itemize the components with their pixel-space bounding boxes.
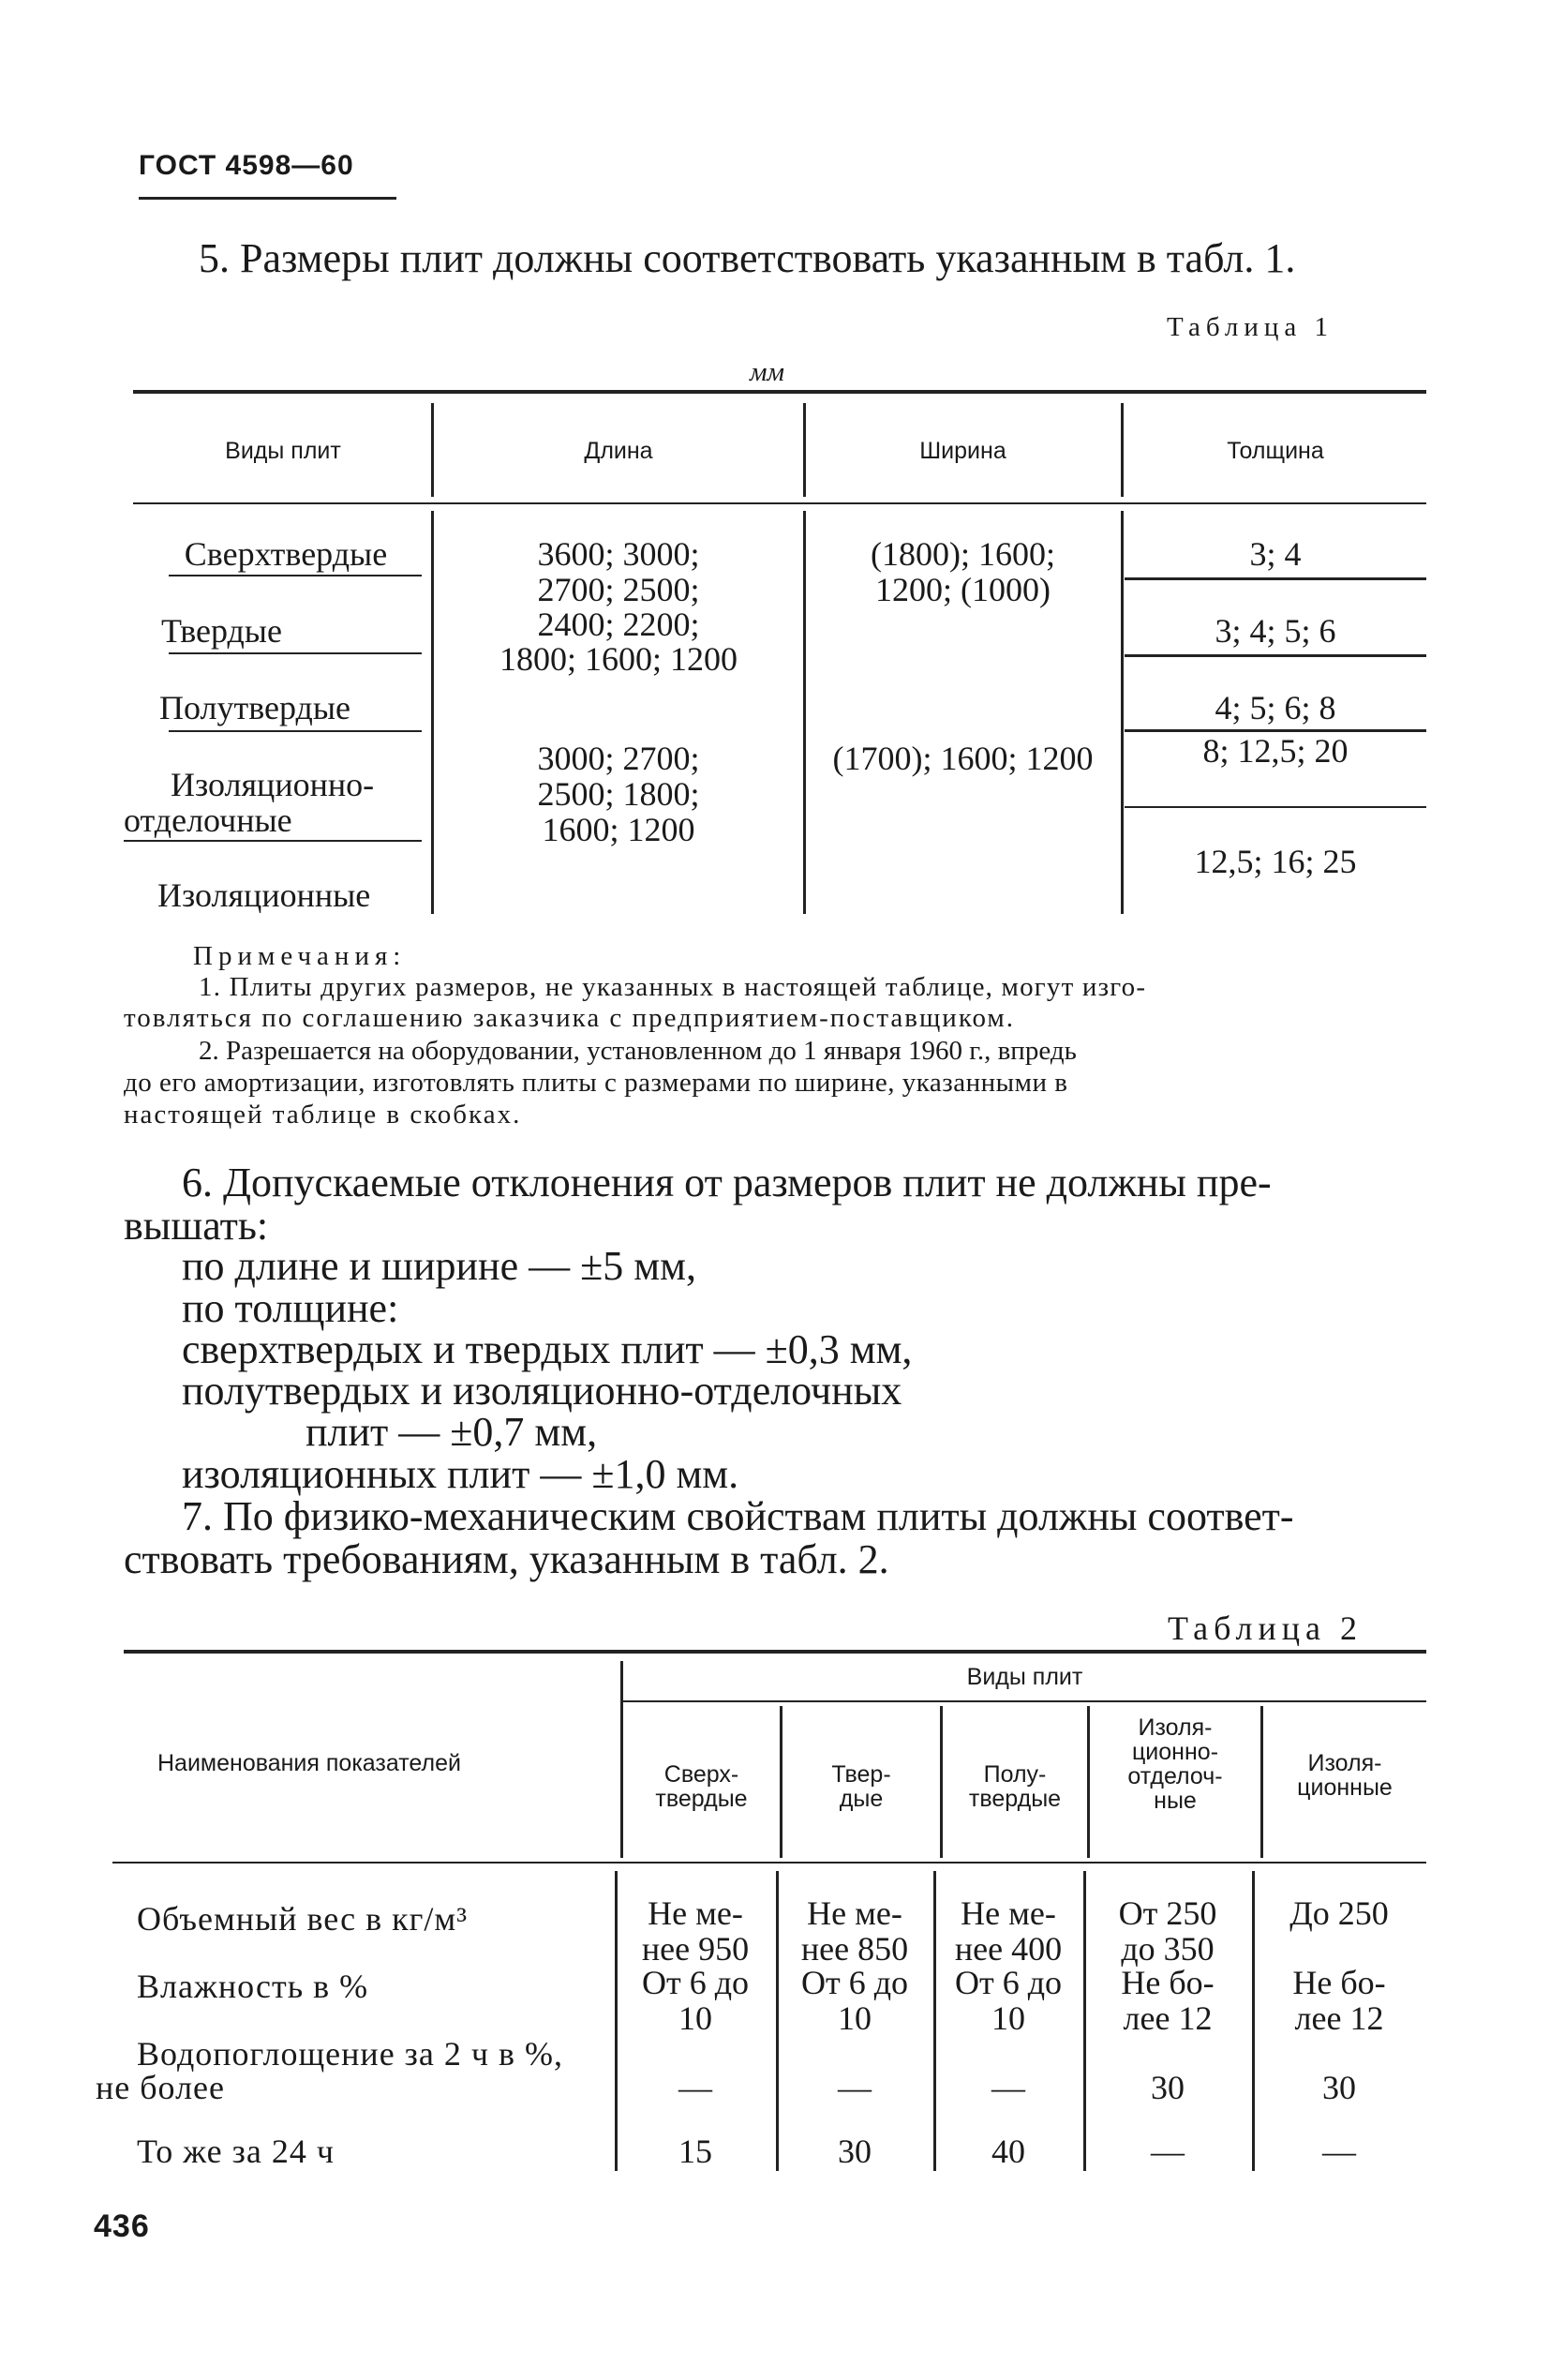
t2-cell-line: лее 12 bbox=[1294, 1999, 1384, 2037]
t2-cell-line: До 250 bbox=[1289, 1894, 1389, 1932]
t2-cell-line: лее 12 bbox=[1123, 1999, 1213, 2037]
t2-vline-main bbox=[620, 1661, 623, 1858]
t2-col-insulating-line: ционные bbox=[1297, 1774, 1393, 1801]
t2-col-insul-finish-line: отделоч- bbox=[1127, 1763, 1223, 1789]
t2-col-insul-finish-line: Изоля- bbox=[1138, 1714, 1213, 1741]
table1-unit: мм bbox=[750, 357, 785, 387]
t2-cell bbox=[1083, 1965, 1252, 2036]
t1-type-insulating: Изоляционные bbox=[157, 876, 371, 914]
t2-cell bbox=[1252, 1895, 1426, 1931]
t2-col-semihard-line: твердые bbox=[968, 1786, 1062, 1812]
table1-label: Таблица 1 bbox=[1167, 312, 1334, 342]
t2-cell-line: нее 950 bbox=[641, 1930, 750, 1968]
t1-length-g1-3: 2400; 2200; bbox=[537, 606, 700, 643]
t2-col-semihard-line: Полу- bbox=[983, 1761, 1047, 1788]
note-line: товляться по соглашению заказчика с предприятием-поставщиком. bbox=[124, 1003, 1015, 1033]
header-underline bbox=[139, 197, 396, 200]
t2-cell: — bbox=[1151, 2133, 1185, 2170]
t2-cell-line: Не ме- bbox=[648, 1894, 743, 1932]
note-line: 1. Плиты других размеров, не указанных в настоящей таблице, могут изго- bbox=[199, 972, 1147, 1002]
t2-col-hard-line: Твер- bbox=[831, 1761, 891, 1788]
section-6-line: сверхтвердых и твердых плит — ±0,3 мм, bbox=[182, 1326, 913, 1372]
t1-type-hard: Твердые bbox=[161, 612, 282, 650]
section-6-line: изоляционных плит — ±1,0 мм. bbox=[182, 1451, 739, 1497]
t2-cell-line: 10 bbox=[678, 1999, 712, 2037]
t2-cell-line: Не ме- bbox=[961, 1894, 1056, 1932]
table2-label: Таблица 2 bbox=[1168, 1609, 1363, 1647]
t1-vline-2 bbox=[803, 403, 806, 497]
section-6-line: по длине и ширине — ±5 мм, bbox=[182, 1243, 696, 1289]
t2-cell bbox=[615, 1965, 776, 2036]
note-line: настоящей таблице в скобках. bbox=[124, 1100, 522, 1130]
t1-length-g2-3: 1600; 1200 bbox=[542, 811, 695, 848]
t2-cell-line: нее 850 bbox=[800, 1930, 909, 1968]
t1-vline-3 bbox=[1121, 403, 1124, 497]
t2-col-superhard-line: твердые bbox=[655, 1786, 748, 1812]
t2-cell: 40 bbox=[991, 2133, 1025, 2170]
t2-cell: 30 bbox=[838, 2133, 872, 2170]
t1-col-width: Ширина bbox=[919, 438, 1006, 464]
t2-cell: 15 bbox=[678, 2133, 712, 2170]
t1-thick-insul-finish: 8; 12,5; 20 bbox=[1202, 732, 1349, 770]
t1-type-rule bbox=[169, 575, 422, 576]
t2-row-humidity-name: Влажность в % bbox=[137, 1968, 369, 2005]
t1-thick-rule bbox=[1125, 806, 1426, 808]
t1-length-g2-1: 3000; 2700; bbox=[537, 740, 700, 777]
t2-row-density-name: Объемный вес в кг/м³ bbox=[137, 1900, 468, 1938]
t2-col-hard-line: дые bbox=[839, 1786, 884, 1812]
t2-header-rule bbox=[112, 1862, 1426, 1864]
t1-width-g2: (1700); 1600; 1200 bbox=[832, 740, 1094, 777]
t2-cell bbox=[933, 1965, 1083, 2036]
t2-cell-line: Не ме- bbox=[807, 1894, 902, 1932]
t2-col-superhard-line: Сверх- bbox=[663, 1761, 739, 1788]
t2-col-insul-finish-line: ционно- bbox=[1131, 1739, 1219, 1765]
t2-cell bbox=[776, 1895, 933, 1967]
t2-cell: — bbox=[1322, 2133, 1356, 2170]
t2-row-absorption-name: не более bbox=[96, 2069, 226, 2106]
t2-cell-line: От 250 bbox=[1118, 1894, 1217, 1932]
t1-length-g1-1: 3600; 3000; bbox=[537, 535, 700, 573]
t2-cell bbox=[1083, 1895, 1252, 1967]
page-number: 436 bbox=[94, 2208, 150, 2244]
t2-cell-line: Не бо- bbox=[1292, 1964, 1386, 2001]
t1-thick-rule bbox=[1125, 577, 1426, 580]
notes-title: Примечания: bbox=[193, 941, 407, 971]
t2-col-insulating bbox=[1263, 1751, 1426, 1800]
section-7-line: ствовать требованиям, указанным в табл. 2. bbox=[124, 1536, 889, 1582]
section-6-line: вышать: bbox=[124, 1203, 269, 1249]
t2-row-header: Наименования показателей bbox=[157, 1750, 461, 1776]
t2-col-semihard bbox=[943, 1762, 1087, 1811]
t1-body-vline-3 bbox=[1121, 511, 1124, 914]
t2-row-absorption-name: Водопоглощение за 2 ч в %, bbox=[137, 2035, 563, 2073]
t2-cell-line: Не бо- bbox=[1121, 1964, 1215, 2001]
table1-top-rule bbox=[133, 390, 1426, 394]
note-line: до его амортизации, изготовлять плиты с размерами по ширине, указанными в bbox=[124, 1068, 1068, 1098]
t1-type-superhard: Сверхтвердые bbox=[184, 535, 388, 573]
t1-type-rule bbox=[124, 840, 422, 842]
t1-thick-superhard: 3; 4 bbox=[1249, 535, 1302, 573]
t1-type-insul-finish-1: Изоляционно- bbox=[171, 766, 375, 803]
t1-thick-hard: 3; 4; 5; 6 bbox=[1215, 612, 1336, 650]
t1-type-semihard: Полутвердые bbox=[159, 689, 350, 726]
t2-cell-line: От 6 до bbox=[800, 1964, 909, 2001]
t1-vline-1 bbox=[431, 403, 434, 497]
t1-type-insul-finish-2: отделочные bbox=[124, 801, 292, 839]
document-id: ГОСТ 4598—60 bbox=[139, 150, 354, 181]
t2-cell: — bbox=[991, 2069, 1025, 2106]
t1-width-g1-1: (1800); 1600; bbox=[871, 535, 1055, 573]
t2-cell: 30 bbox=[1322, 2069, 1356, 2106]
t2-cell-line: 10 bbox=[991, 1999, 1025, 2037]
t1-thick-rule bbox=[1125, 654, 1426, 657]
section-7-line: 7. По физико-механическим свойствам плиты должны соответ- bbox=[182, 1493, 1294, 1539]
t2-cell-line: От 6 до bbox=[641, 1964, 750, 2001]
t2-cell bbox=[1252, 1965, 1426, 2036]
t2-group-header: Виды плит bbox=[966, 1664, 1083, 1690]
t2-cell-line: От 6 до bbox=[954, 1964, 1063, 2001]
t1-header-rule bbox=[133, 502, 1426, 504]
t2-cell: 30 bbox=[1151, 2069, 1185, 2106]
section-6-line: полутвердых и изоляционно-отделочных bbox=[182, 1368, 902, 1414]
t2-cell bbox=[615, 1895, 776, 1967]
section-6-line: по толщине: bbox=[182, 1285, 399, 1331]
t1-length-g1-4: 1800; 1600; 1200 bbox=[499, 640, 738, 678]
t2-cell-line: 10 bbox=[838, 1999, 872, 2037]
t1-col-length: Длина bbox=[584, 438, 653, 464]
t1-body-vline-1 bbox=[431, 511, 434, 914]
t2-cell bbox=[776, 1965, 933, 2036]
table2-top-rule bbox=[124, 1650, 1426, 1654]
t2-col-insul-finish bbox=[1090, 1715, 1260, 1813]
t2-row-24h-name: То же за 24 ч bbox=[137, 2133, 335, 2170]
t1-thick-insulating: 12,5; 16; 25 bbox=[1194, 843, 1357, 880]
t2-group-rule bbox=[623, 1700, 1426, 1702]
t2-cell: — bbox=[678, 2069, 712, 2106]
t2-col-superhard bbox=[623, 1762, 780, 1811]
t1-length-g1-2: 2700; 2500; bbox=[537, 571, 700, 608]
t1-length-g2-2: 2500; 1800; bbox=[537, 775, 700, 813]
section-5-text: 5. Размеры плит должны соответствовать указанным в табл. 1. bbox=[199, 235, 1296, 281]
t1-type-rule bbox=[169, 652, 422, 654]
t2-cell-line: до 350 bbox=[1121, 1930, 1215, 1968]
t1-col-types: Виды плит bbox=[225, 438, 341, 464]
t1-width-g1-2: 1200; (1000) bbox=[875, 571, 1051, 608]
section-6-line: 6. Допускаемые отклонения от размеров плит не должны пре- bbox=[182, 1160, 1272, 1205]
t2-col-insul-finish-line: ные bbox=[1154, 1788, 1197, 1814]
section-6-line: плит — ±0,7 мм, bbox=[306, 1409, 598, 1455]
t2-col-insulating-line: Изоля- bbox=[1307, 1750, 1382, 1776]
t2-cell-line: нее 400 bbox=[954, 1930, 1063, 1968]
t1-thick-semihard: 4; 5; 6; 8 bbox=[1215, 689, 1336, 726]
t2-cell: — bbox=[838, 2069, 872, 2106]
t2-col-hard bbox=[782, 1762, 940, 1811]
t1-type-rule bbox=[169, 730, 422, 732]
t1-col-thickness: Толщина bbox=[1227, 438, 1324, 464]
note-line: 2. Разрешается на оборудовании, установленном до 1 января 1960 г., впредь bbox=[199, 1036, 1077, 1066]
t2-cell bbox=[933, 1895, 1083, 1967]
